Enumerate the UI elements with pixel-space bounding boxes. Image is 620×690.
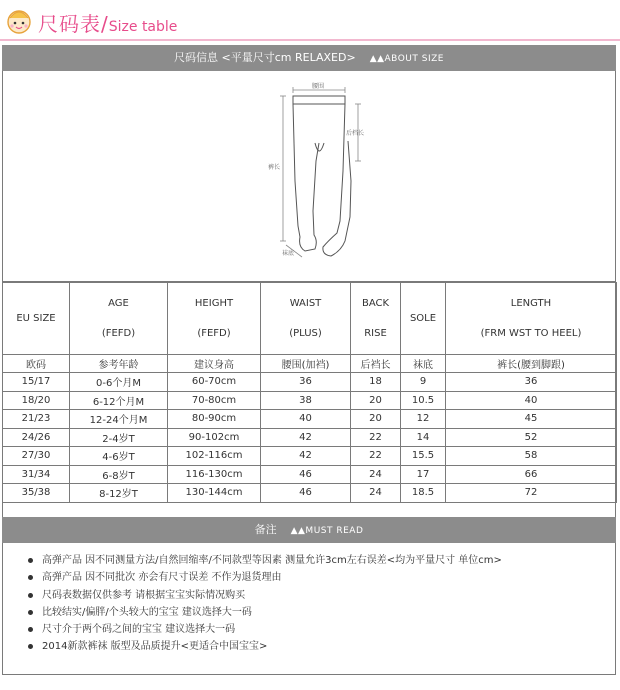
table-cell: 22 — [351, 447, 401, 466]
size-info-subtitle: ▲▲ABOUT SIZE — [369, 54, 444, 64]
table-cell: 58 — [446, 447, 617, 466]
table-cell: 24/26 — [3, 428, 70, 447]
table-cell: 15/17 — [3, 373, 70, 392]
tights-diagram — [2, 71, 616, 282]
list-item: 高弹产品 因不同批次 亦会有尺寸误差 不作为退货理由 — [28, 569, 608, 586]
col-length: LENGTH (FRM WST TO HEEL) — [446, 283, 617, 355]
table-cell: 24 — [351, 484, 401, 503]
list-item: 尺寸介于两个码之间的宝宝 建议选择大一码 — [28, 621, 608, 638]
table-cell: 裤长(腰到脚跟) — [446, 355, 617, 373]
table-cell: 130-144cm — [168, 484, 261, 503]
col-sole: SOLE — [401, 283, 446, 355]
list-item: 比较结实/偏胖/个头较大的宝宝 建议选择大一码 — [28, 604, 608, 621]
size-info-title: 尺码信息 <平量尺寸cm RELAXED> — [174, 51, 356, 64]
col-height: HEIGHT (FEFD) — [168, 283, 261, 355]
table-cell: 参考年龄 — [70, 355, 168, 373]
page-header — [0, 0, 620, 40]
notes-subtitle: ▲▲MUST READ — [290, 526, 364, 536]
table-cell: 21/23 — [3, 410, 70, 429]
table-cell: 52 — [446, 428, 617, 447]
table-row — [3, 484, 617, 503]
table-cell: 8-12岁T — [70, 484, 168, 503]
table-cell: 22 — [351, 428, 401, 447]
diagram-rise-label: 后档长 — [346, 130, 365, 137]
col-age: AGE (FEFD) — [70, 283, 168, 355]
table-cell: 10.5 — [401, 391, 446, 410]
baby-mascot-icon — [4, 6, 34, 36]
table-cell: 18 — [351, 373, 401, 392]
table-cell: 9 — [401, 373, 446, 392]
table-cell: 45 — [446, 410, 617, 429]
table-cell: 35/38 — [3, 484, 70, 503]
table-row — [3, 465, 617, 484]
list-item: 2014新款裤袜 版型及品质提升<更适合中国宝宝> — [28, 638, 608, 655]
table-cell: 12-24个月M — [70, 410, 168, 429]
table-row — [3, 391, 617, 410]
header-divider — [0, 39, 620, 41]
table-cell: 42 — [261, 447, 351, 466]
table-cell: 欧码 — [3, 355, 70, 373]
diagram-length-label: 裤长 — [268, 164, 281, 171]
table-cell: 18/20 — [3, 391, 70, 410]
table-cell: 40 — [261, 410, 351, 429]
table-cell: 36 — [446, 373, 617, 392]
table-cell: 建议身高 — [168, 355, 261, 373]
table-cell: 102-116cm — [168, 447, 261, 466]
table-cell: 116-130cm — [168, 465, 261, 484]
table-cell: 42 — [261, 428, 351, 447]
list-item: 尺码表数据仅供参考 请根据宝宝实际情况购买 — [28, 587, 608, 604]
table-cell: 72 — [446, 484, 617, 503]
notes-title: 备注 — [254, 523, 277, 536]
table-cell: 27/30 — [3, 447, 70, 466]
table-cell: 14 — [401, 428, 446, 447]
table-cell: 0-6个月M — [70, 373, 168, 392]
table-cell: 18.5 — [401, 484, 446, 503]
page-title: 尺码表/Size table — [38, 12, 178, 36]
table-row — [3, 428, 617, 447]
page-subtitle: Size table — [108, 19, 178, 35]
table-cell: 31/34 — [3, 465, 70, 484]
table-cell: 袜底 — [401, 355, 446, 373]
table-row — [3, 410, 617, 429]
table-cell: 12 — [401, 410, 446, 429]
table-cn-header-row — [3, 355, 617, 373]
table-cell: 20 — [351, 391, 401, 410]
notes-list — [28, 552, 608, 656]
table-cell: 后裆长 — [351, 355, 401, 373]
table-cell: 80-90cm — [168, 410, 261, 429]
table-cell: 60-70cm — [168, 373, 261, 392]
table-cell: 15.5 — [401, 447, 446, 466]
table-cell: 40 — [446, 391, 617, 410]
size-info-band — [2, 45, 616, 71]
notes-band — [2, 517, 616, 543]
table-cell: 2-4岁T — [70, 428, 168, 447]
diagram-waist-label: 腰围 — [312, 83, 325, 90]
tights-outline-icon — [2, 71, 616, 282]
table-cell: 17 — [401, 465, 446, 484]
table-cell: 46 — [261, 484, 351, 503]
table-cell: 46 — [261, 465, 351, 484]
table-cell: 20 — [351, 410, 401, 429]
table-cell: 36 — [261, 373, 351, 392]
table-cell: 24 — [351, 465, 401, 484]
table-cell: 90-102cm — [168, 428, 261, 447]
diagram-sole-label: 袜底 — [282, 250, 295, 257]
table-row — [3, 447, 617, 466]
table-cell: 6-8岁T — [70, 465, 168, 484]
size-table — [2, 282, 617, 503]
table-cell: 38 — [261, 391, 351, 410]
table-header-row — [3, 283, 617, 355]
list-item: 高弹产品 因不同测量方法/自然回缩率/不同款型等因素 测量允许3cm左右误差<均为平量尺寸 单位cm> — [28, 552, 608, 569]
table-cell: 6-12个月M — [70, 391, 168, 410]
col-back-rise: BACK RISE — [351, 283, 401, 355]
table-cell: 66 — [446, 465, 617, 484]
col-waist: WAIST (PLUS) — [261, 283, 351, 355]
table-cell: 4-6岁T — [70, 447, 168, 466]
col-eu-size: EU SIZE — [3, 283, 70, 355]
table-row — [3, 373, 617, 392]
table-cell: 70-80cm — [168, 391, 261, 410]
table-cell: 腰围(加裆) — [261, 355, 351, 373]
